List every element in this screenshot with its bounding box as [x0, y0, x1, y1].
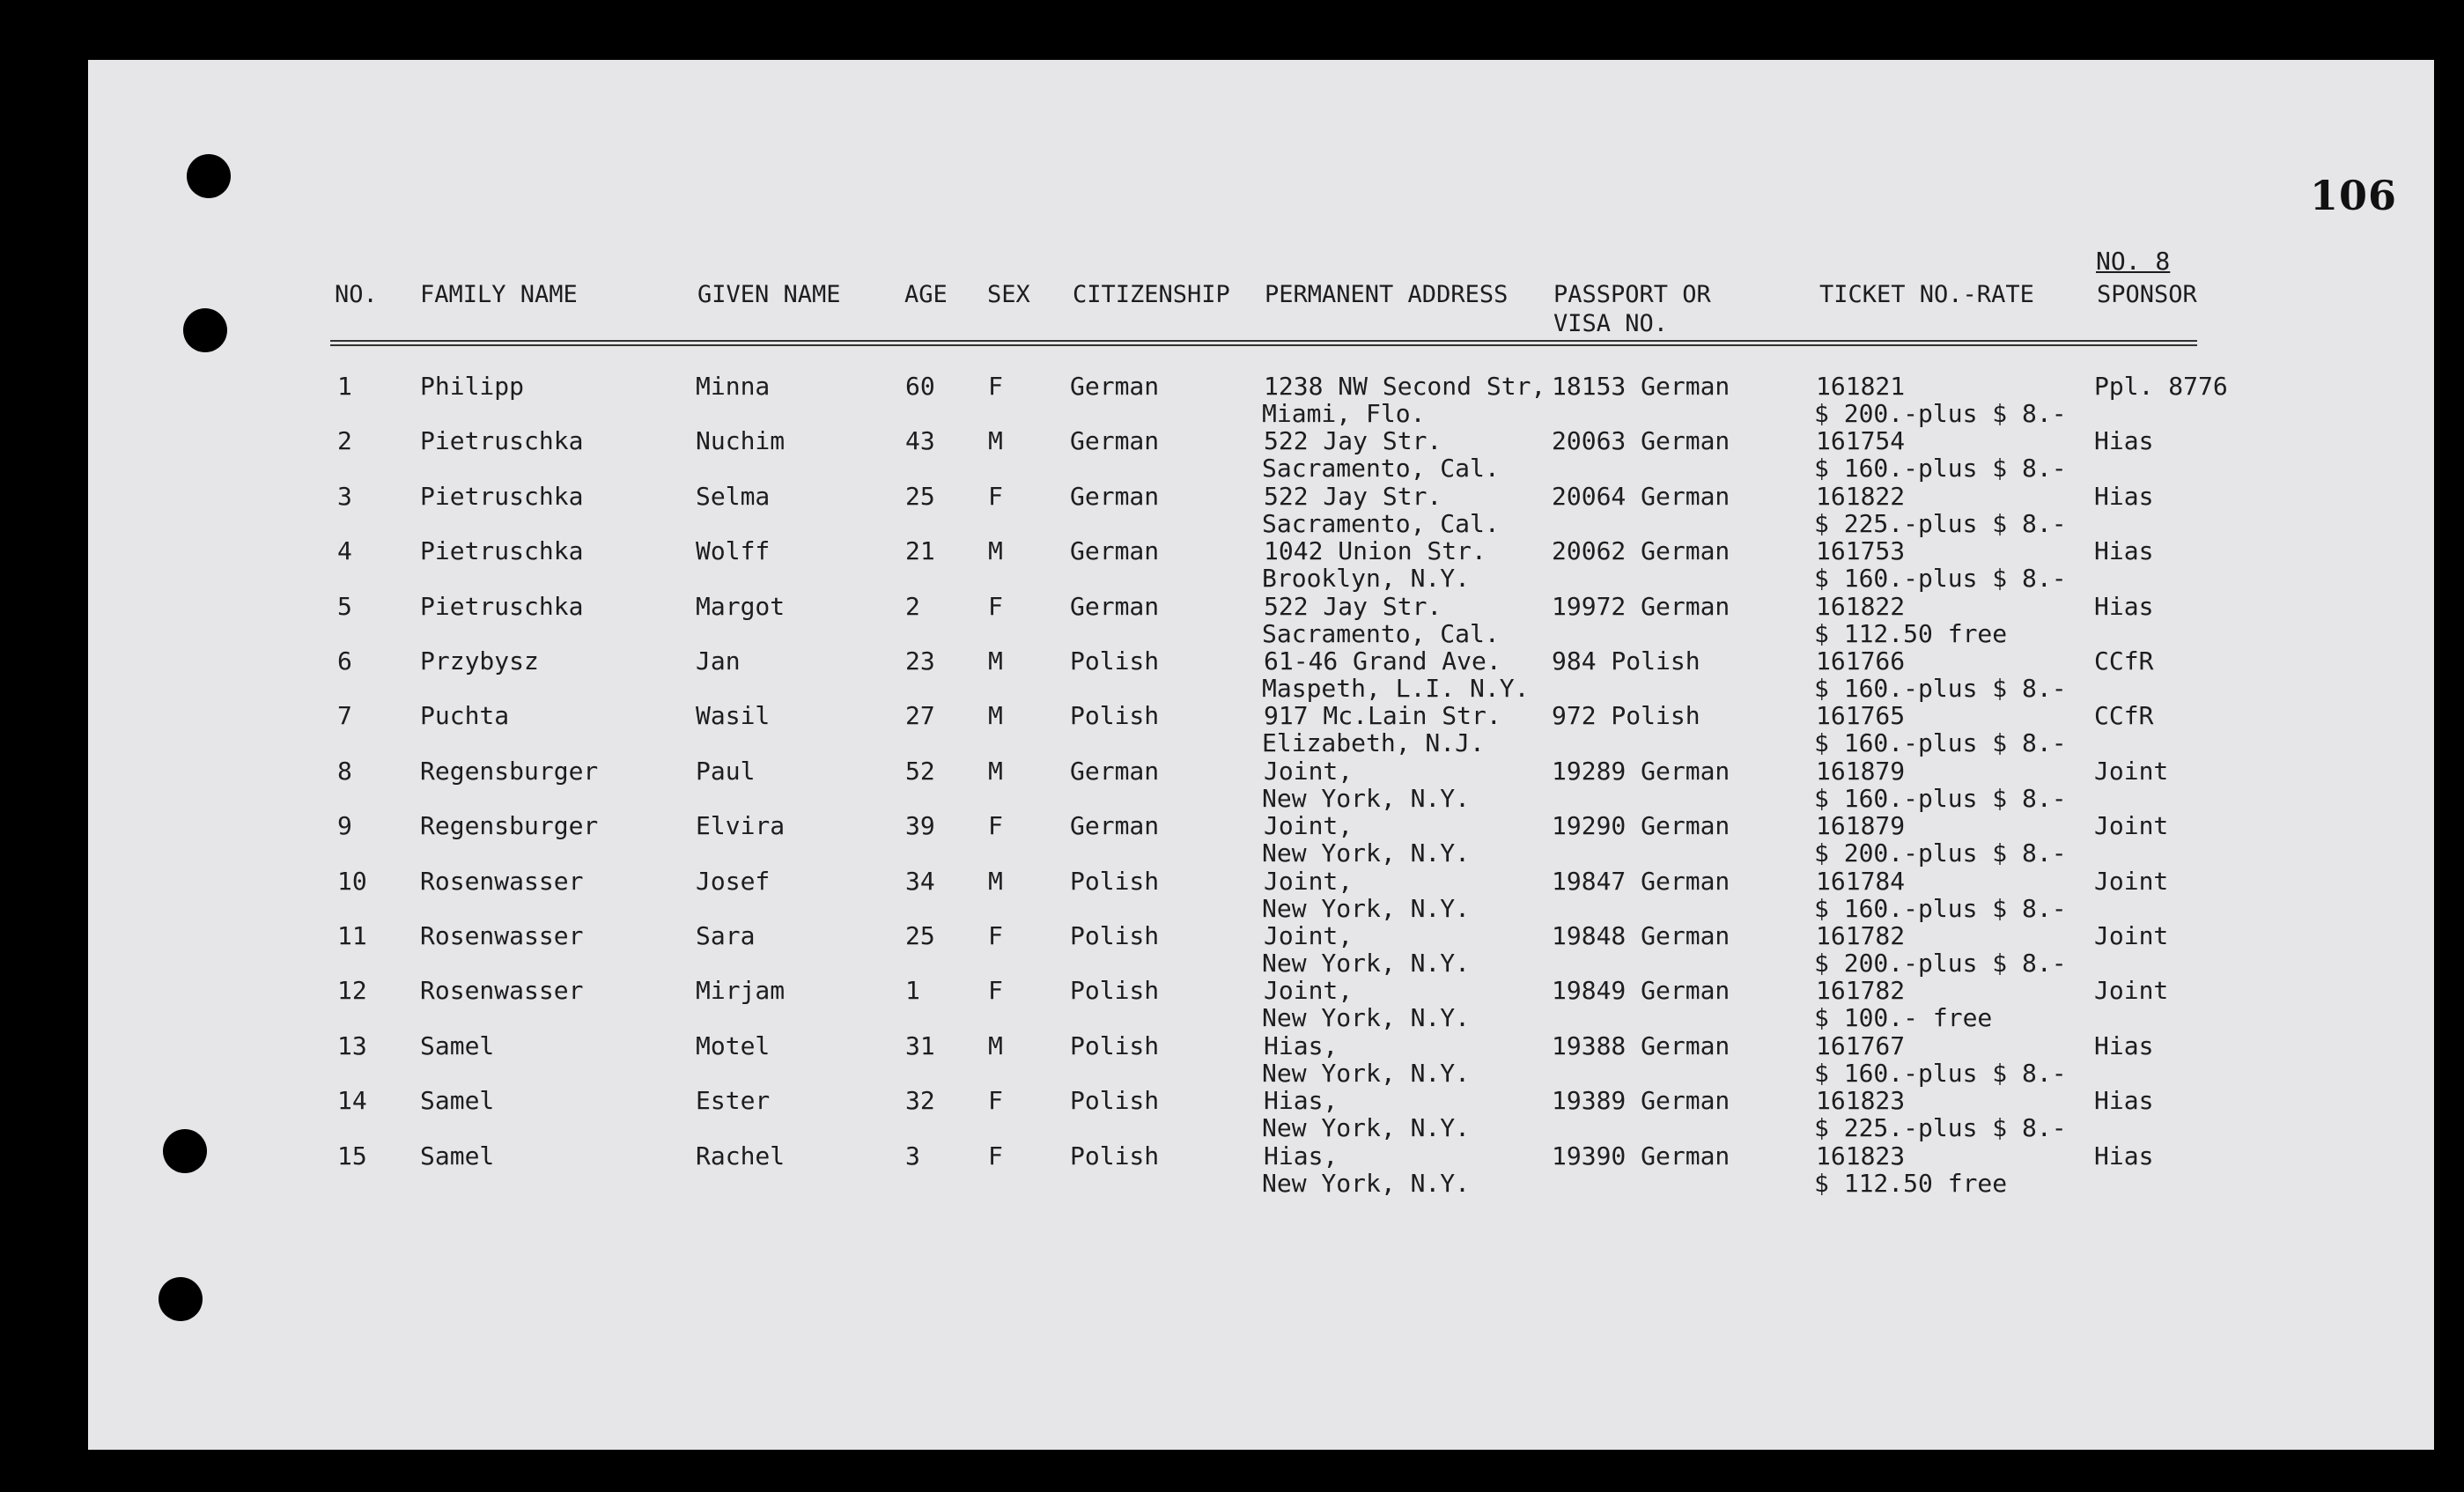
address-line2: New York, N.Y.	[1262, 783, 1471, 813]
citizenship: Polish	[1070, 866, 1160, 896]
header-sponsor: SPONSOR	[2097, 281, 2197, 308]
citizenship: Polish	[1070, 921, 1160, 950]
header-rule	[330, 340, 2197, 342]
address-line1: 1238 NW Second Str,	[1264, 372, 1546, 401]
header-no: NO.	[335, 281, 378, 308]
citizenship: German	[1070, 481, 1160, 511]
citizenship: Polish	[1070, 1141, 1160, 1171]
age: 25	[905, 921, 935, 950]
header-passport-line2: VISA NO.	[1553, 310, 1669, 337]
row-number: 11	[337, 921, 367, 950]
address-line2: New York, N.Y.	[1262, 838, 1471, 868]
header-ticket-rate: TICKET NO.-RATE	[1819, 281, 2034, 308]
age: 1	[905, 976, 920, 1006]
age: 2	[905, 591, 920, 621]
rate: $ 160.-plus $ 8.-	[1814, 783, 2067, 813]
family-name: Rosenwasser	[420, 976, 584, 1006]
address-line1: 917 Mc.Lain Str.	[1264, 701, 1501, 731]
family-name: Samel	[420, 1086, 495, 1116]
given-name: Paul	[696, 756, 756, 786]
rate: $ 160.-plus $ 8.-	[1814, 1058, 2067, 1088]
address-line2: Miami, Flo.	[1262, 399, 1426, 428]
passport-no: 19390 German	[1552, 1141, 1730, 1171]
table-row	[0, 757, 2464, 812]
family-name: Rosenwasser	[420, 866, 584, 896]
row-number: 13	[337, 1030, 367, 1060]
table-row	[0, 868, 2464, 922]
row-number: 2	[337, 426, 352, 456]
list-number: NO. 8	[2096, 247, 2171, 276]
rate: $ 160.-plus $ 8.-	[1814, 893, 2067, 923]
address-line2: Brooklyn, N.Y.	[1262, 564, 1471, 594]
citizenship: Polish	[1070, 1086, 1160, 1116]
row-number: 5	[337, 591, 352, 621]
sponsor: CCfR	[2094, 701, 2154, 731]
ticket-no: 161784	[1816, 866, 1906, 896]
given-name: Rachel	[696, 1141, 786, 1171]
rate: $ 160.-plus $ 8.-	[1814, 728, 2067, 758]
header-passport-line1: PASSPORT OR	[1553, 281, 1711, 308]
given-name: Selma	[696, 481, 771, 511]
age: 23	[905, 646, 935, 676]
citizenship: German	[1070, 811, 1160, 841]
passport-no: 972 Polish	[1552, 701, 1700, 731]
family-name: Pietruschka	[420, 426, 584, 456]
family-name: Philipp	[420, 372, 525, 401]
row-number: 8	[337, 756, 352, 786]
sex: M	[988, 701, 1003, 731]
address-line1: 522 Jay Str.	[1264, 591, 1442, 621]
address-line2: New York, N.Y.	[1262, 1003, 1471, 1033]
age: 21	[905, 536, 935, 566]
rate: $ 112.50 free	[1814, 618, 2008, 648]
address-line1: Hias,	[1264, 1141, 1339, 1171]
header-passport	[1553, 280, 1711, 338]
sex: M	[988, 536, 1003, 566]
address-line2: Sacramento, Cal.	[1262, 618, 1500, 648]
ticket-no: 161823	[1816, 1141, 1906, 1171]
rate: $ 225.-plus $ 8.-	[1814, 1113, 2067, 1143]
page-number: 106	[2310, 172, 2398, 219]
header-age: AGE	[904, 281, 948, 308]
passport-no: 19849 German	[1552, 976, 1730, 1006]
family-name: Pietruschka	[420, 591, 584, 621]
age: 3	[905, 1141, 920, 1171]
row-number: 12	[337, 976, 367, 1006]
rate: $ 160.-plus $ 8.-	[1814, 454, 2067, 484]
sponsor: Joint	[2094, 866, 2169, 896]
rate: $ 160.-plus $ 8.-	[1814, 674, 2067, 703]
table-row	[0, 702, 2464, 757]
family-name: Rosenwasser	[420, 921, 584, 950]
given-name: Margot	[696, 591, 786, 621]
address-line1: Joint,	[1264, 976, 1354, 1006]
sponsor: Joint	[2094, 756, 2169, 786]
family-name: Regensburger	[420, 756, 599, 786]
row-number: 3	[337, 481, 352, 511]
citizenship: German	[1070, 536, 1160, 566]
table-row	[0, 977, 2464, 1031]
address-line1: Joint,	[1264, 921, 1354, 950]
family-name: Przybysz	[420, 646, 539, 676]
row-number: 1	[337, 372, 352, 401]
given-name: Ester	[696, 1086, 771, 1116]
sex: M	[988, 1030, 1003, 1060]
given-name: Sara	[696, 921, 756, 950]
passport-no: 19290 German	[1552, 811, 1730, 841]
given-name: Mirjam	[696, 976, 786, 1006]
ticket-no: 161782	[1816, 921, 1906, 950]
given-name: Elvira	[696, 811, 786, 841]
header-rule	[330, 344, 2197, 346]
citizenship: German	[1070, 372, 1160, 401]
passport-no: 20063 German	[1552, 426, 1730, 456]
sex: F	[988, 481, 1003, 511]
ticket-no: 161822	[1816, 591, 1906, 621]
row-number: 6	[337, 646, 352, 676]
citizenship: German	[1070, 756, 1160, 786]
age: 39	[905, 811, 935, 841]
rate: $ 112.50 free	[1814, 1168, 2008, 1198]
punch-hole	[159, 1277, 203, 1321]
header-citizenship: CITIZENSHIP	[1073, 281, 1230, 308]
row-number: 7	[337, 701, 352, 731]
sponsor: Joint	[2094, 921, 2169, 950]
address-line2: New York, N.Y.	[1262, 1058, 1471, 1088]
citizenship: German	[1070, 426, 1160, 456]
ticket-no: 161821	[1816, 372, 1906, 401]
citizenship: German	[1070, 591, 1160, 621]
table-row	[0, 593, 2464, 647]
rate: $ 100.- free	[1814, 1003, 1993, 1033]
row-number: 9	[337, 811, 352, 841]
table-row	[0, 483, 2464, 537]
table-row	[0, 647, 2464, 702]
ticket-no: 161754	[1816, 426, 1906, 456]
rate: $ 200.-plus $ 8.-	[1814, 399, 2067, 428]
sponsor: Ppl. 8776	[2094, 372, 2228, 401]
header-address: PERMANENT ADDRESS	[1265, 281, 1509, 308]
given-name: Nuchim	[696, 426, 786, 456]
punch-hole	[183, 308, 227, 352]
sponsor: CCfR	[2094, 646, 2154, 676]
ticket-no: 161753	[1816, 536, 1906, 566]
given-name: Motel	[696, 1030, 771, 1060]
sex: M	[988, 426, 1003, 456]
family-name: Samel	[420, 1141, 495, 1171]
given-name: Minna	[696, 372, 771, 401]
table-row	[0, 922, 2464, 977]
passport-no: 19388 German	[1552, 1030, 1730, 1060]
passport-no: 984 Polish	[1552, 646, 1700, 676]
address-line1: Hias,	[1264, 1086, 1339, 1116]
sex: F	[988, 1141, 1003, 1171]
citizenship: Polish	[1070, 1030, 1160, 1060]
row-number: 15	[337, 1141, 367, 1171]
sex: F	[988, 591, 1003, 621]
table-row	[0, 812, 2464, 867]
sex: F	[988, 372, 1003, 401]
family-name: Regensburger	[420, 811, 599, 841]
age: 52	[905, 756, 935, 786]
table-row	[0, 1032, 2464, 1087]
row-number: 10	[337, 866, 367, 896]
citizenship: Polish	[1070, 646, 1160, 676]
rate: $ 160.-plus $ 8.-	[1814, 564, 2067, 594]
address-line2: Sacramento, Cal.	[1262, 508, 1500, 538]
sponsor: Hias	[2094, 481, 2154, 511]
passport-no: 19972 German	[1552, 591, 1730, 621]
sponsor: Hias	[2094, 1086, 2154, 1116]
address-line1: 1042 Union Str.	[1264, 536, 1487, 566]
family-name: Samel	[420, 1030, 495, 1060]
address-line1: Joint,	[1264, 756, 1354, 786]
age: 32	[905, 1086, 935, 1116]
age: 31	[905, 1030, 935, 1060]
ticket-no: 161879	[1816, 756, 1906, 786]
sex: M	[988, 866, 1003, 896]
passport-no: 18153 German	[1552, 372, 1730, 401]
family-name: Pietruschka	[420, 536, 584, 566]
rate: $ 200.-plus $ 8.-	[1814, 949, 2067, 978]
ticket-no: 161823	[1816, 1086, 1906, 1116]
address-line2: New York, N.Y.	[1262, 949, 1471, 978]
ticket-no: 161765	[1816, 701, 1906, 731]
age: 27	[905, 701, 935, 731]
sponsor: Joint	[2094, 976, 2169, 1006]
ticket-no: 161782	[1816, 976, 1906, 1006]
header-sex: SEX	[987, 281, 1030, 308]
given-name: Wolff	[696, 536, 771, 566]
table-row	[0, 537, 2464, 592]
given-name: Josef	[696, 866, 771, 896]
family-name: Pietruschka	[420, 481, 584, 511]
given-name: Wasil	[696, 701, 771, 731]
address-line2: New York, N.Y.	[1262, 893, 1471, 923]
ticket-no: 161767	[1816, 1030, 1906, 1060]
given-name: Jan	[696, 646, 741, 676]
ticket-no: 161879	[1816, 811, 1906, 841]
sponsor: Hias	[2094, 1141, 2154, 1171]
sponsor: Hias	[2094, 426, 2154, 456]
punch-hole	[187, 154, 231, 198]
sex: F	[988, 976, 1003, 1006]
passport-no: 19289 German	[1552, 756, 1730, 786]
table-row	[0, 1087, 2464, 1141]
sex: M	[988, 646, 1003, 676]
sponsor: Hias	[2094, 536, 2154, 566]
sponsor: Joint	[2094, 811, 2169, 841]
sex: F	[988, 1086, 1003, 1116]
sponsor: Hias	[2094, 1030, 2154, 1060]
address-line2: Maspeth, L.I. N.Y.	[1262, 674, 1530, 703]
passport-no: 20062 German	[1552, 536, 1730, 566]
address-line2: Elizabeth, N.J.	[1262, 728, 1485, 758]
address-line1: Joint,	[1264, 866, 1354, 896]
row-number: 4	[337, 536, 352, 566]
sex: F	[988, 811, 1003, 841]
ticket-no: 161822	[1816, 481, 1906, 511]
row-number: 14	[337, 1086, 367, 1116]
ticket-no: 161766	[1816, 646, 1906, 676]
age: 60	[905, 372, 935, 401]
rate: $ 225.-plus $ 8.-	[1814, 508, 2067, 538]
table-row	[0, 427, 2464, 482]
address-line2: New York, N.Y.	[1262, 1113, 1471, 1143]
sex: F	[988, 921, 1003, 950]
header-family-name: FAMILY NAME	[420, 281, 578, 308]
citizenship: Polish	[1070, 701, 1160, 731]
age: 25	[905, 481, 935, 511]
age: 34	[905, 866, 935, 896]
address-line2: Sacramento, Cal.	[1262, 454, 1500, 484]
table-row	[0, 1142, 2464, 1197]
family-name: Puchta	[420, 701, 510, 731]
sponsor: Hias	[2094, 591, 2154, 621]
passport-no: 19848 German	[1552, 921, 1730, 950]
passport-no: 20064 German	[1552, 481, 1730, 511]
sex: M	[988, 756, 1003, 786]
address-line2: New York, N.Y.	[1262, 1168, 1471, 1198]
header-given-name: GIVEN NAME	[697, 281, 841, 308]
rate: $ 200.-plus $ 8.-	[1814, 838, 2067, 868]
passport-no: 19847 German	[1552, 866, 1730, 896]
address-line1: 522 Jay Str.	[1264, 426, 1442, 456]
address-line1: Hias,	[1264, 1030, 1339, 1060]
table-row	[0, 373, 2464, 427]
age: 43	[905, 426, 935, 456]
address-line1: 61-46 Grand Ave.	[1264, 646, 1501, 676]
passport-no: 19389 German	[1552, 1086, 1730, 1116]
citizenship: Polish	[1070, 976, 1160, 1006]
address-line1: Joint,	[1264, 811, 1354, 841]
address-line1: 522 Jay Str.	[1264, 481, 1442, 511]
